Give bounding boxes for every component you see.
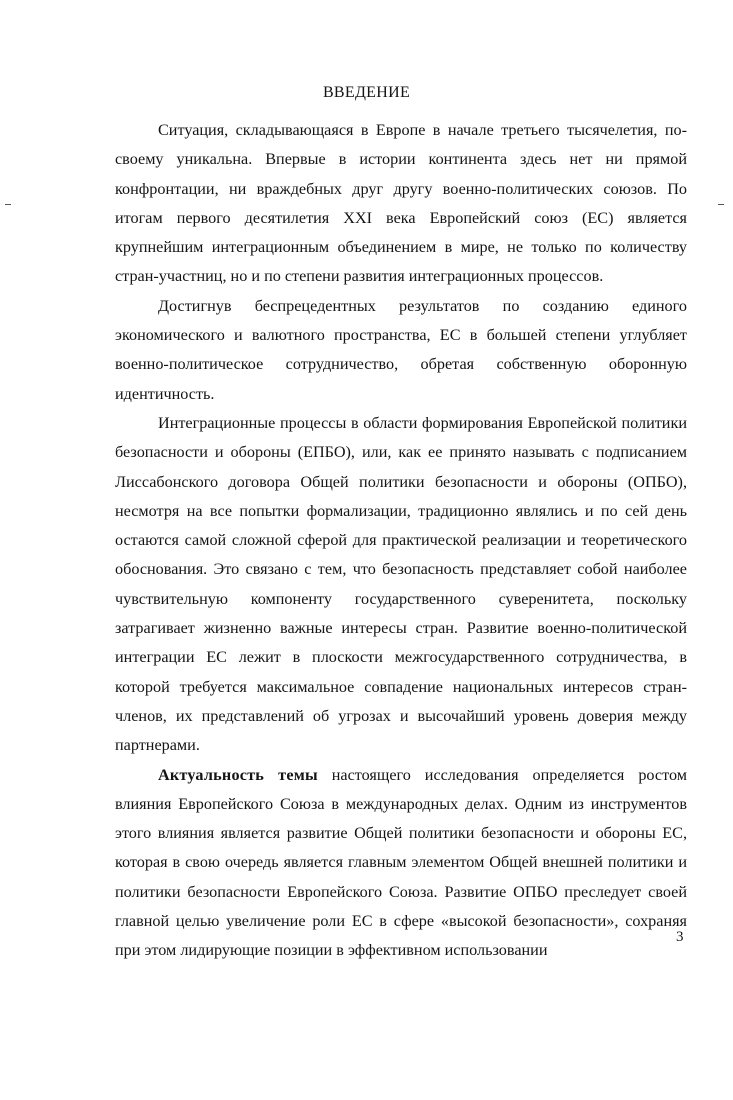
paragraph (115, 409, 687, 761)
section-title: ВВЕДЕНИЕ (322, 84, 411, 101)
relevance-heading: Актуальность темы (158, 765, 318, 784)
paragraph-text: Ситуация, складывающаяся в Европе в начале третьего тысячелетия, по-своему уникальна. Впервые в истории континента здесь нет ни прямой конфронтации, ни враждебных друг другу военно-политических союзов. По итогам первого десятилетия XXI века Европейский союз (ЕС) является крупнейшим интеграционным объединением в мире, не только по количеству стран-участниц, но и по степени развития интеграционных процессов. (115, 121, 687, 286)
page-number: 3 (676, 929, 684, 945)
left-margin-mark (5, 204, 11, 205)
paragraph-text: настоящего исследования определяется ростом влияния Европейского Союза в международных делах. Одним из инструментов этого влияния является развитие Общей политики безопасности и обороны ЕС, которая в свою очередь является главным элементом Общей внешней политики и политики безопасности Европейского Союза. Развитие ОПБО преследует своей главной целью увеличение роли ЕС в сфере «высокой безопасности», сохраняя при этом лидирующие позиции в эффективном использовании (115, 765, 687, 960)
paragraph-text: Достигнув беспрецедентных результатов по созданию единого экономического и валютного пространства, ЕС в большей степени углубляет военно-политическое сотрудничество, обретая собственную оборонную идентичность. (115, 296, 687, 403)
paragraph (115, 292, 687, 409)
body-text (115, 116, 687, 966)
paragraph-relevance (115, 761, 687, 966)
paragraph (115, 116, 687, 292)
right-margin-mark (718, 204, 724, 205)
paragraph-text: Интеграционные процессы в области формирования Европейской политики безопасности и обороны (ЕПБО), или, как ее принято называть с подписанием Лиссабонского договора Общей политики безопасности и обороны (ОПБО), несмотря на все попытки формализации, традиционно являлись и по сей день остаются самой сложной сферой для практической реализации и теоретического обоснования. Это связано с тем, что безопасность представляет собой наиболее чувствительную компоненту государственного суверенитета, поскольку затрагивает жизненно важные интересы стран. Развитие военно-политической интеграции ЕС лежит в плоскости межгосударственного сотрудничества, в которой требуется максимальное совпадение национальных интересов стран-членов, их представлений об угрозах и высочайший уровень доверия между партнерами. (115, 413, 687, 755)
